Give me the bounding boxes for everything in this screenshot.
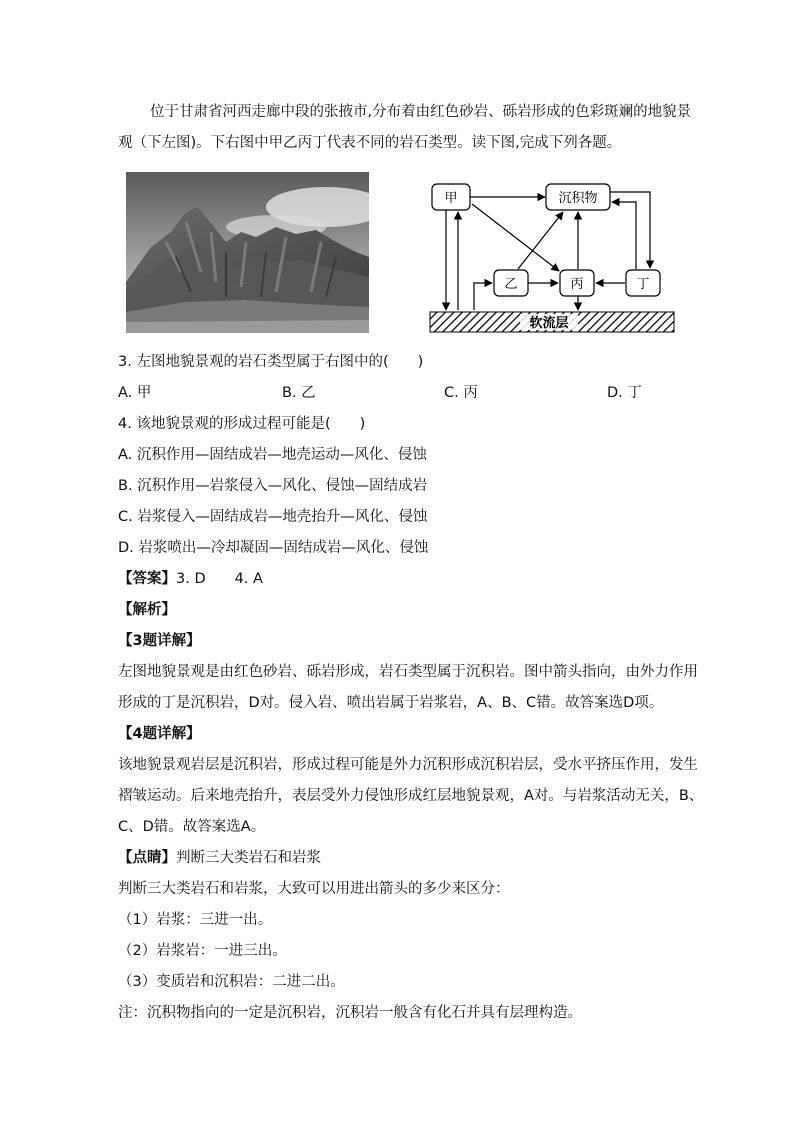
label-ruanliuceng: 软流层 — [529, 316, 569, 331]
q3-stem: 3. 左图地貌景观的岩石类型属于右图中的( ) — [118, 354, 424, 370]
q3-detail-line-1: 左图地貌景观是由红色砂岩、砾岩形成，岩石类型属于沉积岩。图中箭头指向，由外力作用 — [118, 664, 698, 680]
tip-heading — [118, 848, 321, 868]
arrow-ding-chenjiwu — [612, 202, 636, 269]
answer-label: 【答案】 — [118, 571, 176, 587]
answer-text: 3. D 4. A — [176, 571, 263, 587]
q4-detail-line-1: 该地貌景观岩层是沉积岩，形成过程可能是外力沉积形成沉积岩层，受水平挤压作用，发生 — [118, 757, 698, 773]
q4-option-d: D. 岩浆喷出—冷却凝固—固结成岩—风化、侵蚀 — [118, 540, 429, 556]
tip-item-2: （2）岩浆岩：一进三出。 — [118, 943, 287, 959]
q3-option-b: B. 乙 — [282, 385, 316, 401]
tip-note: 注：沉积物指向的一定是沉积岩，沉积岩一般含有化石并具有层理构造。 — [118, 1005, 582, 1021]
q3-option-c: C. 丙 — [444, 385, 478, 401]
arrow-chenjiwu-ding — [610, 192, 650, 268]
q3-detail-line-2: 形成的丁是沉积岩，D对。侵入岩、喷出岩属于岩浆岩，A、B、C错。故答案选D项。 — [118, 695, 664, 711]
q3-option-a: A. 甲 — [118, 385, 152, 401]
intro-line-1: 位于甘肃省河西走廊中段的张掖市,分布着由红色砂岩、砾岩形成的色彩斑斓的地貌景 — [150, 104, 692, 120]
tip-item-3: （3）变质岩和沉积岩：二进二出。 — [118, 974, 345, 990]
tip-item-1: （1）岩浆：三进一出。 — [118, 912, 273, 928]
answer-line — [118, 569, 263, 589]
tip-title: 判断三大类岩石和岩浆 — [176, 850, 321, 866]
label-chenjiwu: 沉积物 — [558, 191, 598, 206]
analysis-label: 【解析】 — [118, 602, 176, 618]
intro-line-2: 观（下左图)。下右图中甲乙丙丁代表不同的岩石类型。读下图,完成下列各题。 — [118, 135, 622, 151]
q4-option-b: B. 沉积作用—岩浆侵入—风化、侵蚀—固结成岩 — [118, 478, 428, 494]
q4-option-a: A. 沉积作用—固结成岩—地壳运动—风化、侵蚀 — [118, 447, 427, 463]
q3-option-d: D. 丁 — [607, 385, 642, 401]
q4-option-c: C. 岩浆侵入—固结成岩—地壳抬升—风化、侵蚀 — [118, 509, 428, 525]
q4-detail-line-2: 褶皱运动。后来地壳抬升，表层受外力侵蚀形成红层地貌景观，A对。与岩浆活动无关，B、 — [118, 788, 704, 804]
label-jia: 甲 — [444, 191, 458, 206]
label-ding: 丁 — [636, 277, 650, 292]
arrow-jia-bing — [472, 204, 559, 271]
label-yi: 乙 — [504, 277, 518, 292]
rock-cycle-diagram — [428, 176, 678, 336]
tip-line-1: 判断三大类岩石和岩浆，大致可以用进出箭头的多少来区分： — [118, 881, 510, 897]
tip-label: 【点睛】 — [118, 850, 176, 866]
arrow-yi-chenjiwu — [518, 212, 563, 269]
q4-stem: 4. 该地貌景观的形成过程可能是( ) — [118, 416, 366, 432]
q4-detail-label: 【4题详解】 — [118, 726, 201, 742]
landform-photo — [126, 172, 369, 333]
q4-detail-line-3: C、D错。故答案选A。 — [118, 819, 266, 835]
q3-detail-label: 【3题详解】 — [118, 633, 201, 649]
label-bing: 丙 — [570, 277, 584, 292]
arrow-up-yi — [474, 283, 492, 310]
